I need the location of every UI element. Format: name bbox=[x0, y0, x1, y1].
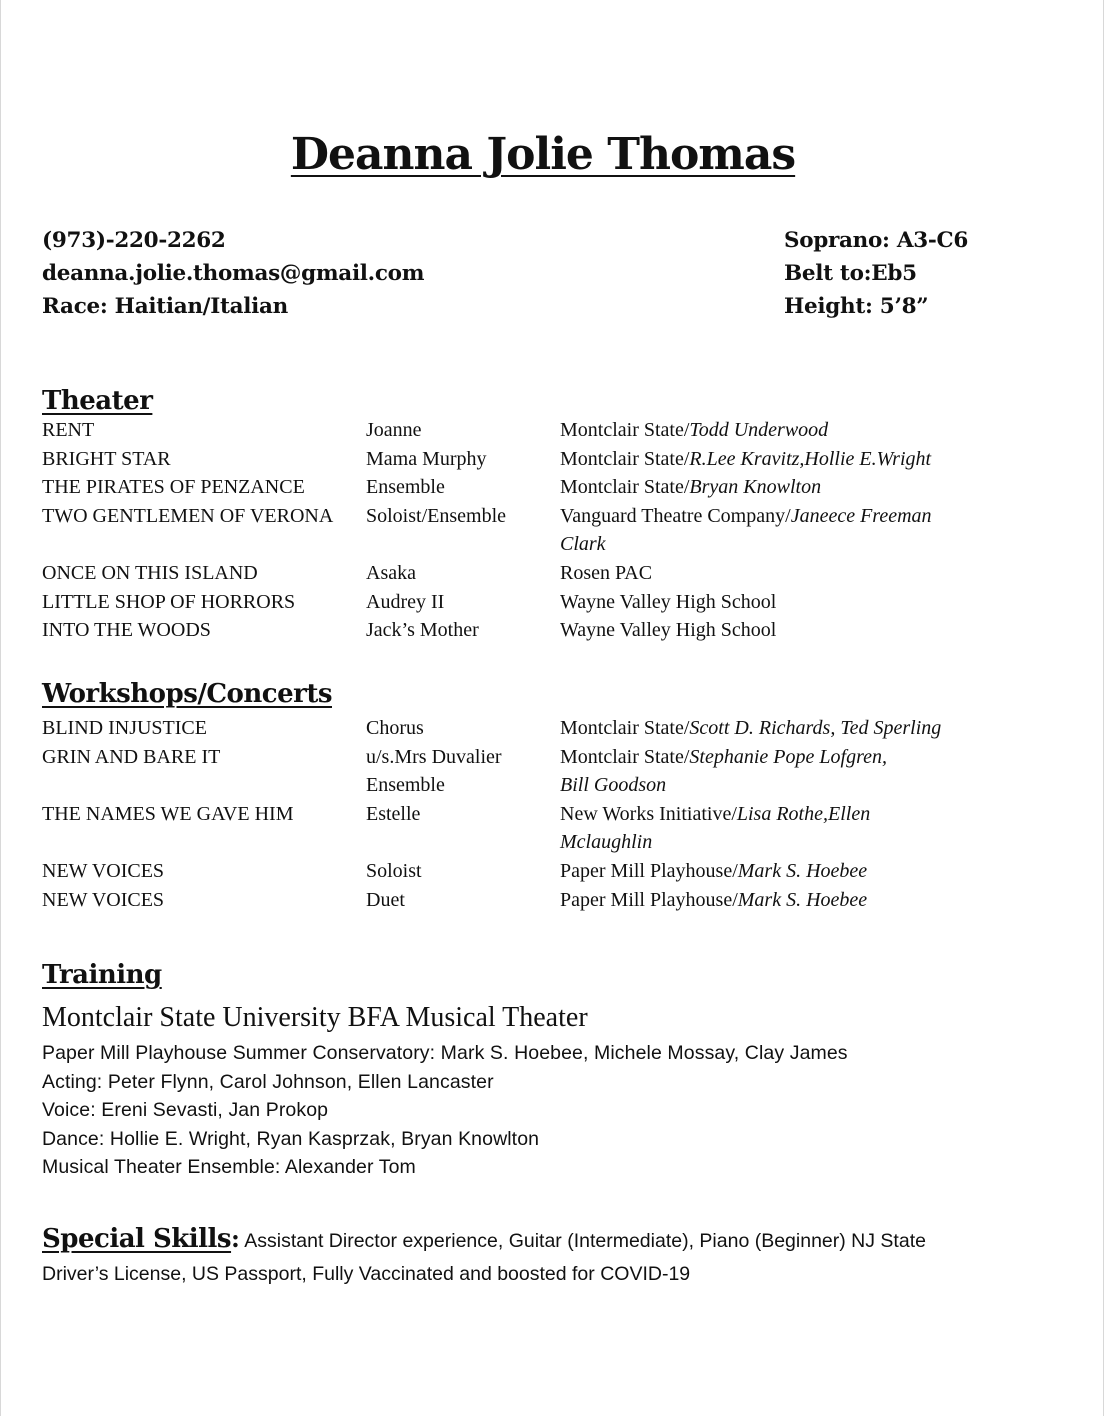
list-item: Paper Mill Playhouse Summer Conservatory: Mark S. Hoebee, Michele Mossay, Clay James bbox=[42, 1042, 848, 1064]
role: Mama Murphy bbox=[366, 447, 487, 470]
table-row bbox=[42, 800, 1082, 857]
table-row bbox=[42, 473, 1082, 502]
list-item: Acting: Peter Flynn, Carol Johnson, Ellen Lancaster bbox=[42, 1070, 494, 1093]
venue-director: Montclair State/Stephanie Pope Lofgren, Bill Goodson bbox=[560, 745, 887, 797]
show-title: BRIGHT STAR bbox=[42, 447, 171, 470]
skills-text: Assistant Director experience, Guitar (Intermediate), Piano (Beginner) NJ State Driver’s License, US Passport, Fully Vaccinated and boosted for COVID-19 bbox=[42, 1230, 926, 1285]
venue-director: Montclair State/R.Lee Kravitz,Hollie E.Wright bbox=[560, 447, 932, 470]
voice-range: Soprano: A3-C6 bbox=[784, 228, 968, 253]
role: Estelle bbox=[366, 802, 421, 825]
venue-director: Wayne Valley High School bbox=[560, 619, 777, 642]
role: Asaka bbox=[366, 561, 416, 584]
venue-director: Rosen PAC bbox=[560, 561, 653, 584]
role: Soloist/Ensemble bbox=[366, 504, 506, 527]
venue-director: Montclair State/Todd Underwood bbox=[560, 419, 829, 441]
skills-heading: Special Skills bbox=[42, 1224, 232, 1254]
contact-info bbox=[42, 224, 424, 323]
table-row bbox=[42, 588, 1082, 617]
show-title: GRIN AND BARE IT bbox=[42, 745, 221, 768]
table-row bbox=[42, 559, 1082, 588]
training-heading: Training bbox=[42, 960, 162, 990]
training-list bbox=[42, 1039, 848, 1182]
table-row bbox=[42, 714, 1082, 743]
table-row bbox=[42, 416, 1082, 445]
show-title: RENT bbox=[42, 419, 95, 441]
vocal-specs bbox=[784, 224, 968, 323]
theater-table bbox=[42, 416, 1082, 645]
venue-director: Montclair State/Scott D. Richards, Ted Sperling bbox=[560, 717, 942, 739]
show-title: NEW VOICES bbox=[42, 859, 165, 882]
role: Soloist bbox=[366, 859, 422, 882]
show-title: NEW VOICES bbox=[42, 888, 165, 911]
table-row bbox=[42, 616, 1082, 645]
table-row bbox=[42, 445, 1082, 474]
role: Chorus bbox=[366, 717, 424, 739]
show-title: THE NAMES WE GAVE HIM bbox=[42, 802, 294, 825]
venue-director: New Works Initiative/Lisa Rothe,Ellen Mclaughlin bbox=[560, 802, 871, 854]
role: Jack’s Mother bbox=[366, 619, 479, 642]
show-title: BLIND INJUSTICE bbox=[42, 717, 207, 739]
workshops-heading: Workshops/Concerts bbox=[42, 679, 332, 709]
theater-heading: Theater bbox=[42, 386, 153, 416]
role: Joanne bbox=[366, 419, 422, 441]
show-title: THE PIRATES OF PENZANCE bbox=[42, 476, 305, 499]
height-info: Height: 5’8” bbox=[784, 294, 929, 319]
table-row bbox=[42, 857, 1082, 886]
role: Audrey II bbox=[366, 590, 445, 613]
show-title: INTO THE WOODS bbox=[42, 619, 211, 642]
table-row bbox=[42, 502, 1082, 559]
table-row bbox=[42, 886, 1082, 915]
list-item: Musical Theater Ensemble: Alexander Tom bbox=[42, 1156, 416, 1178]
workshops-table bbox=[42, 714, 1082, 914]
show-title: TWO GENTLEMEN OF VERONA bbox=[42, 504, 334, 527]
race-info: Race: Haitian/Italian bbox=[42, 294, 288, 319]
role: Duet bbox=[366, 888, 405, 911]
special-skills: Special Skills: Assistant Director experience, Guitar (Intermediate), Piano (Beginner) NJ State Driver’s License, US Passport, Fully Vaccinated and boosted for COVID-19 bbox=[42, 1224, 926, 1285]
venue-director: Wayne Valley High School bbox=[560, 590, 777, 613]
role: Ensemble bbox=[366, 476, 445, 499]
show-title: ONCE ON THIS ISLAND bbox=[42, 561, 258, 584]
venue-director: Vanguard Theatre Company/Janeece Freeman Clark bbox=[560, 504, 932, 556]
venue-director: Paper Mill Playhouse/Mark S. Hoebee bbox=[560, 888, 868, 911]
resume-name: Deanna Jolie Thomas bbox=[290, 129, 796, 180]
list-item: Voice: Ereni Sevasti, Jan Prokop bbox=[42, 1099, 329, 1121]
table-row bbox=[42, 743, 1082, 800]
belt-range: Belt to:Eb5 bbox=[784, 261, 917, 286]
venue-director: Paper Mill Playhouse/Mark S. Hoebee bbox=[560, 859, 868, 882]
phone-number: (973)-220-2262 bbox=[42, 228, 226, 253]
email-address: deanna.jolie.thomas@gmail.com bbox=[42, 261, 425, 286]
venue-director: Montclair State/Bryan Knowlton bbox=[560, 476, 822, 499]
role: u/s.Mrs Duvalier Ensemble bbox=[366, 745, 502, 797]
list-item: Dance: Hollie E. Wright, Ryan Kasprzak, Bryan Knowlton bbox=[42, 1127, 540, 1150]
training-program: Montclair State University BFA Musical Theater bbox=[42, 1002, 588, 1033]
show-title: LITTLE SHOP OF HORRORS bbox=[42, 590, 296, 613]
